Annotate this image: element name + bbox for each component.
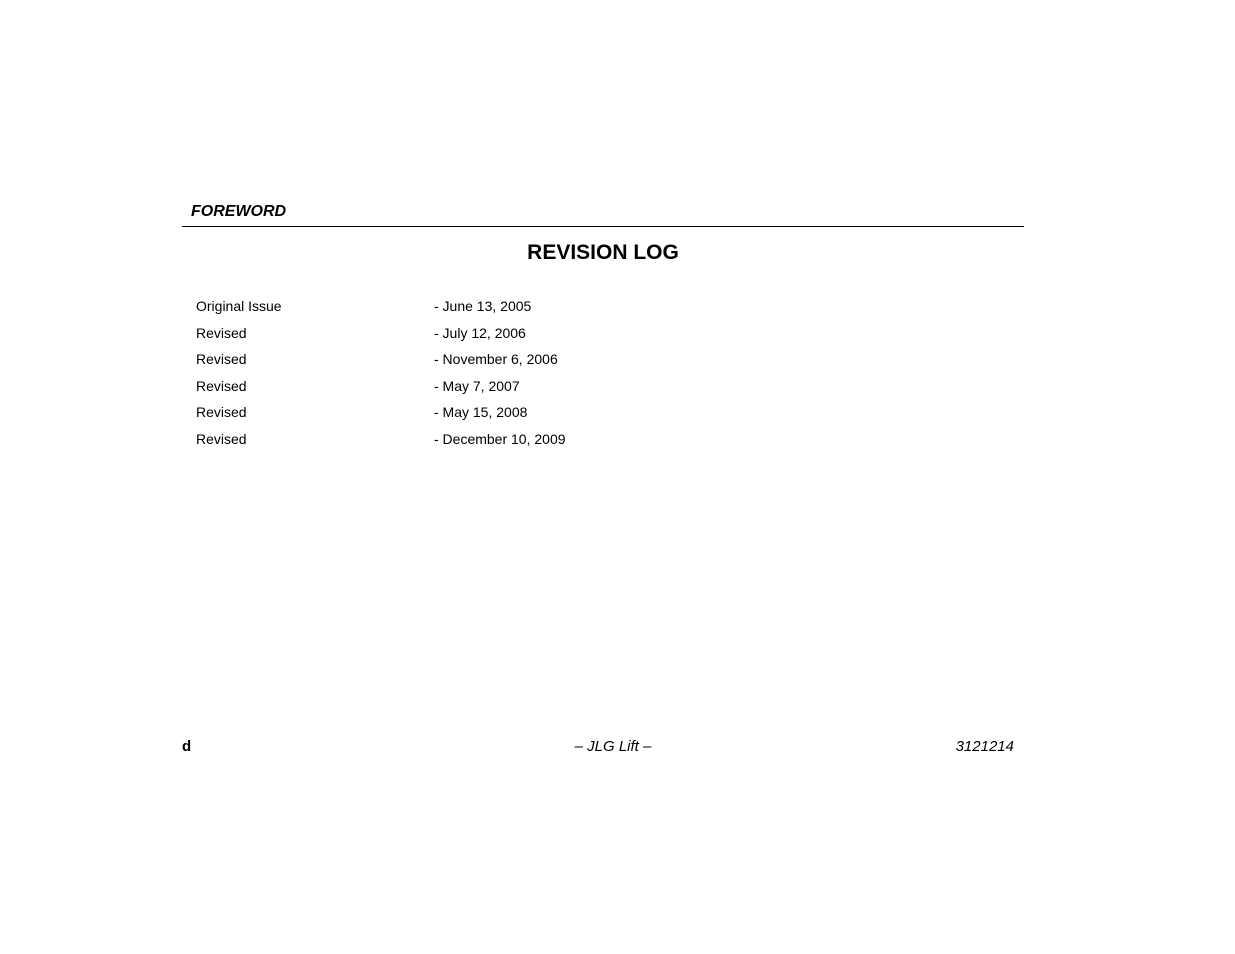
revision-date: - June 13, 2005 <box>434 298 532 314</box>
revision-label: Revised <box>196 324 247 341</box>
revision-date: - November 6, 2006 <box>434 351 558 367</box>
revision-label: Revised <box>196 377 247 394</box>
revision-label: Revised <box>196 351 247 367</box>
footer-center-title: – JLG Lift – <box>574 738 652 755</box>
revision-date: - December 10, 2009 <box>434 430 566 447</box>
revision-date: - May 15, 2008 <box>434 404 528 420</box>
page-title: REVISION LOG <box>527 241 679 264</box>
revision-date: - July 12, 2006 <box>434 324 526 341</box>
header-rule <box>182 226 1024 227</box>
revision-label: Revised <box>196 404 247 420</box>
section-header: FOREWORD <box>191 203 287 220</box>
revision-date: - May 7, 2007 <box>434 377 520 394</box>
footer-page-number: d <box>182 738 192 755</box>
footer-document-number: 3121214 <box>955 738 1014 755</box>
revision-label: Revised <box>196 430 247 447</box>
revision-label: Original Issue <box>196 298 282 314</box>
